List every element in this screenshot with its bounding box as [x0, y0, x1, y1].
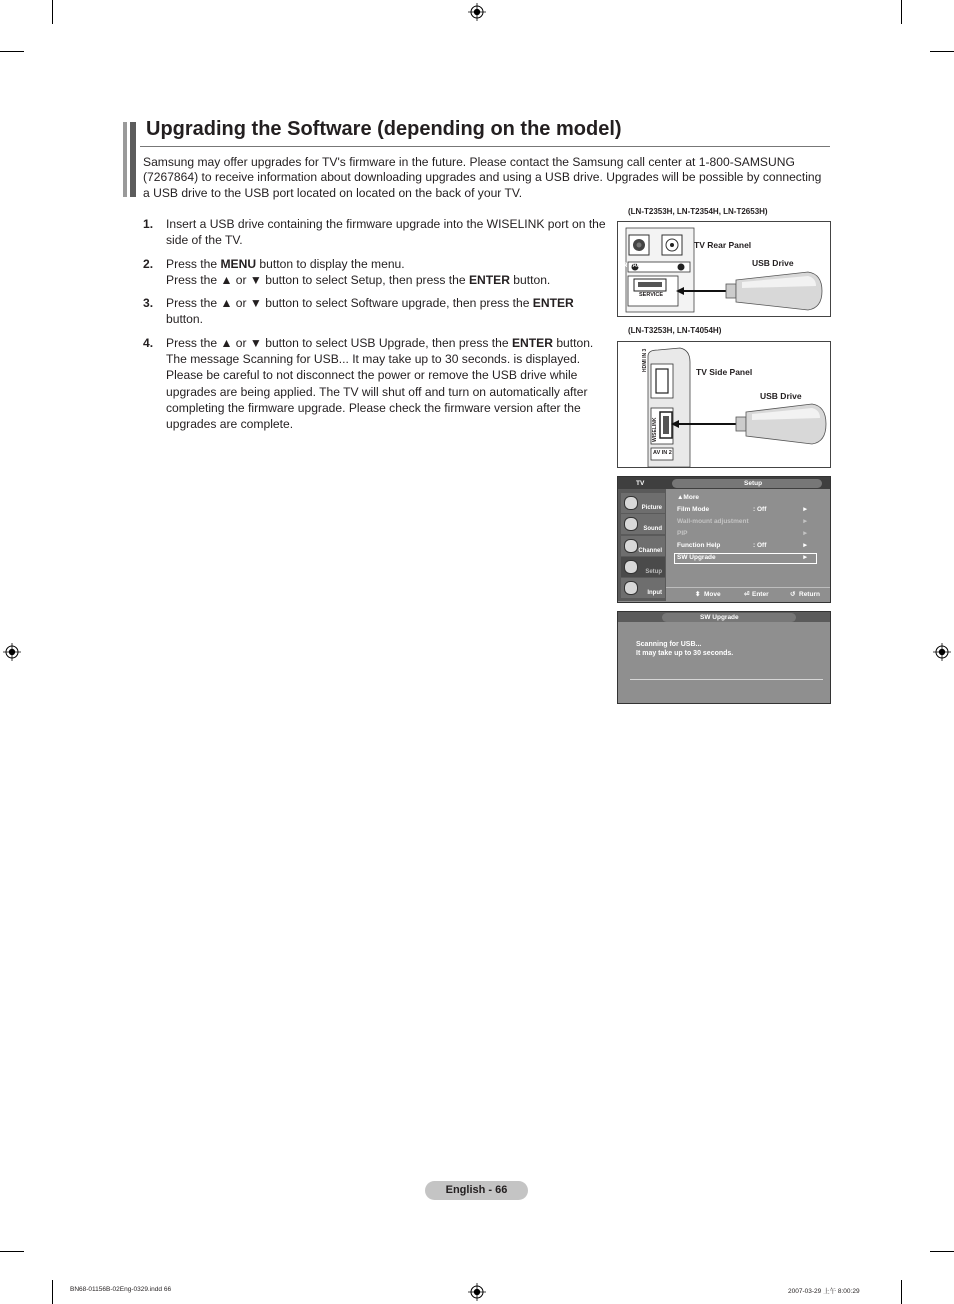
footer-return-label: Return	[799, 591, 820, 598]
step-text: button.	[509, 272, 551, 287]
print-date	[788, 1286, 860, 1295]
menu-tv-label: TV	[636, 480, 645, 487]
sidebar-item-label: Channel	[638, 548, 662, 554]
figure-caption: (LN-T2353H, LN-T2354H, LN-T2653H)	[628, 207, 768, 216]
sound-icon	[624, 517, 638, 531]
sidebar-item-picture[interactable]	[621, 493, 665, 513]
menu-title: Setup	[744, 480, 763, 487]
sidebar-item-setup[interactable]	[621, 557, 665, 577]
arrow-right-icon: ►	[802, 518, 809, 525]
step-text: Press the	[166, 256, 221, 271]
menu-row-value: : Off	[753, 542, 767, 549]
scanning-message: Scanning for USB...	[636, 641, 702, 648]
dialog-title: SW Upgrade	[700, 614, 739, 621]
registration-mark-icon	[468, 3, 486, 21]
arrow-right-icon: ►	[802, 506, 809, 513]
page-title: Upgrading the Software (depending on the model)	[146, 118, 622, 140]
menu-row-film-mode[interactable]: Film Mode	[677, 506, 710, 513]
sidebar-item-label: Sound	[643, 526, 662, 532]
crop-mark	[52, 1280, 53, 1304]
file-slug: BN68-01156B-02Eng-0329.indd 66	[70, 1286, 172, 1293]
menu-footer-rule	[666, 587, 830, 588]
step-keyword: MENU	[220, 256, 257, 271]
sidebar-item-label: Input	[647, 590, 662, 596]
side-panel-illustration	[618, 342, 830, 467]
hdmi-port-label: HDMI IN 3	[642, 348, 648, 372]
steps-list	[143, 216, 609, 440]
print-date-glyph: 上午	[823, 1288, 837, 1295]
panel-label: TV Side Panel	[696, 367, 753, 377]
intro-paragraph: Samsung may offer upgrades for TV's firmware in the future. Please contact the Samsung call center at 1-800-SAMSUNG (7267864) to receive information about downloading upgrades and using a USB drive. Upgrades will be possible by connecting a USB drive to the USB port located on located on the back of your TV.	[143, 155, 822, 200]
crop-mark	[0, 1251, 24, 1252]
usb-drive-label: USB Drive	[760, 391, 802, 401]
step-keyword: ENTER	[468, 272, 510, 287]
menu-row-wall-mount[interactable]: Wall-mount adjustment	[677, 518, 749, 525]
rear-panel-illustration	[618, 222, 830, 316]
rear-panel-figure	[617, 221, 831, 317]
service-port-label: SERVICE	[639, 292, 664, 298]
registration-mark-icon	[933, 643, 951, 661]
page-number: English - 66	[425, 1181, 528, 1200]
title-accent-bar	[130, 122, 136, 197]
arrow-right-icon: ►	[802, 554, 809, 561]
step-item	[143, 256, 609, 289]
sidebar-item-label: Picture	[641, 505, 662, 511]
menu-row-more[interactable]: ▲More	[677, 494, 699, 501]
step-text: button to display the menu.	[256, 256, 405, 271]
arrow-right-icon: ►	[802, 530, 809, 537]
audio-jack-label: R - AUDIO - L	[623, 263, 661, 269]
step-number: 3.	[143, 296, 154, 311]
title-rule	[140, 146, 830, 147]
sidebar-item-input[interactable]	[621, 578, 665, 598]
setup-icon	[624, 560, 638, 574]
return-icon: ↺	[790, 591, 796, 598]
step-number: 1.	[143, 217, 154, 231]
step-item	[143, 216, 609, 249]
side-panel-figure	[617, 341, 831, 468]
step-item	[143, 295, 609, 328]
sidebar-item-sound[interactable]	[621, 514, 665, 534]
input-icon	[624, 581, 638, 595]
scanning-message-detail: It may take up to 30 seconds.	[636, 650, 734, 657]
dialog-rule	[630, 679, 823, 680]
registration-mark-icon	[3, 643, 21, 661]
crop-mark	[0, 51, 24, 52]
crop-mark	[930, 51, 954, 52]
title-accent-bar	[123, 122, 127, 197]
step-number: 4.	[143, 335, 154, 350]
step-text: Insert a USB drive containing the firmware upgrade into the WISELINK port on the side of the TV.	[166, 217, 606, 248]
step-text: The message Scanning for USB... It may take up to 30 seconds. is displayed. Please be careful to not disconnect the power or remove the USB drive while upgrades are being applied. The TV will shut off and turn on automatically after completing the firmware upgrade. Please check the firmware version after the upgrades are complete.	[166, 352, 588, 432]
crop-mark	[52, 0, 53, 24]
footer-move-label: Move	[704, 591, 721, 598]
print-date-value: 2007-03-29	[788, 1288, 824, 1295]
figure-caption: (LN-T3253H, LN-T4054H)	[628, 326, 722, 335]
sw-upgrade-dialog	[617, 611, 831, 704]
wiselink-port-label: WISELINK	[652, 417, 658, 442]
sidebar-item-channel[interactable]	[621, 536, 665, 556]
step-text: button.	[552, 335, 594, 350]
crop-mark	[901, 0, 902, 24]
step-text: Press the ▲ or ▼ button to select Setup, then press the	[166, 272, 469, 287]
menu-row-value: : Off	[753, 506, 767, 513]
step-keyword: ENTER	[511, 335, 553, 350]
step-text: Press the ▲ or ▼ button to select USB Upgrade, then press the	[166, 335, 512, 350]
enter-icon: ⏎	[744, 591, 750, 598]
move-icon: ⬍	[695, 591, 701, 598]
menu-row-sw-upgrade[interactable]: SW Upgrade	[677, 554, 716, 561]
channel-icon	[624, 539, 638, 553]
step-item	[143, 335, 609, 433]
print-time: 8:00:29	[837, 1288, 860, 1295]
usb-drive-label: USB Drive	[752, 258, 794, 268]
step-text: button.	[166, 312, 203, 327]
menu-row-pip[interactable]: PIP	[677, 530, 688, 537]
sidebar-item-label: Setup	[645, 569, 662, 575]
step-keyword: ENTER	[532, 296, 574, 311]
picture-icon	[624, 496, 638, 510]
crop-mark	[901, 1280, 902, 1304]
registration-mark-icon	[468, 1283, 486, 1301]
step-number: 2.	[143, 256, 154, 271]
footer-enter-label: Enter	[752, 591, 769, 598]
av-in-label: AV IN 2	[653, 450, 672, 456]
menu-row-function-help[interactable]: Function Help	[677, 542, 721, 549]
crop-mark	[930, 1251, 954, 1252]
setup-menu-screen	[617, 476, 831, 603]
panel-label: TV Rear Panel	[694, 240, 752, 250]
arrow-right-icon: ►	[802, 542, 809, 549]
step-text: Press the ▲ or ▼ button to select Software upgrade, then press the	[166, 296, 533, 311]
